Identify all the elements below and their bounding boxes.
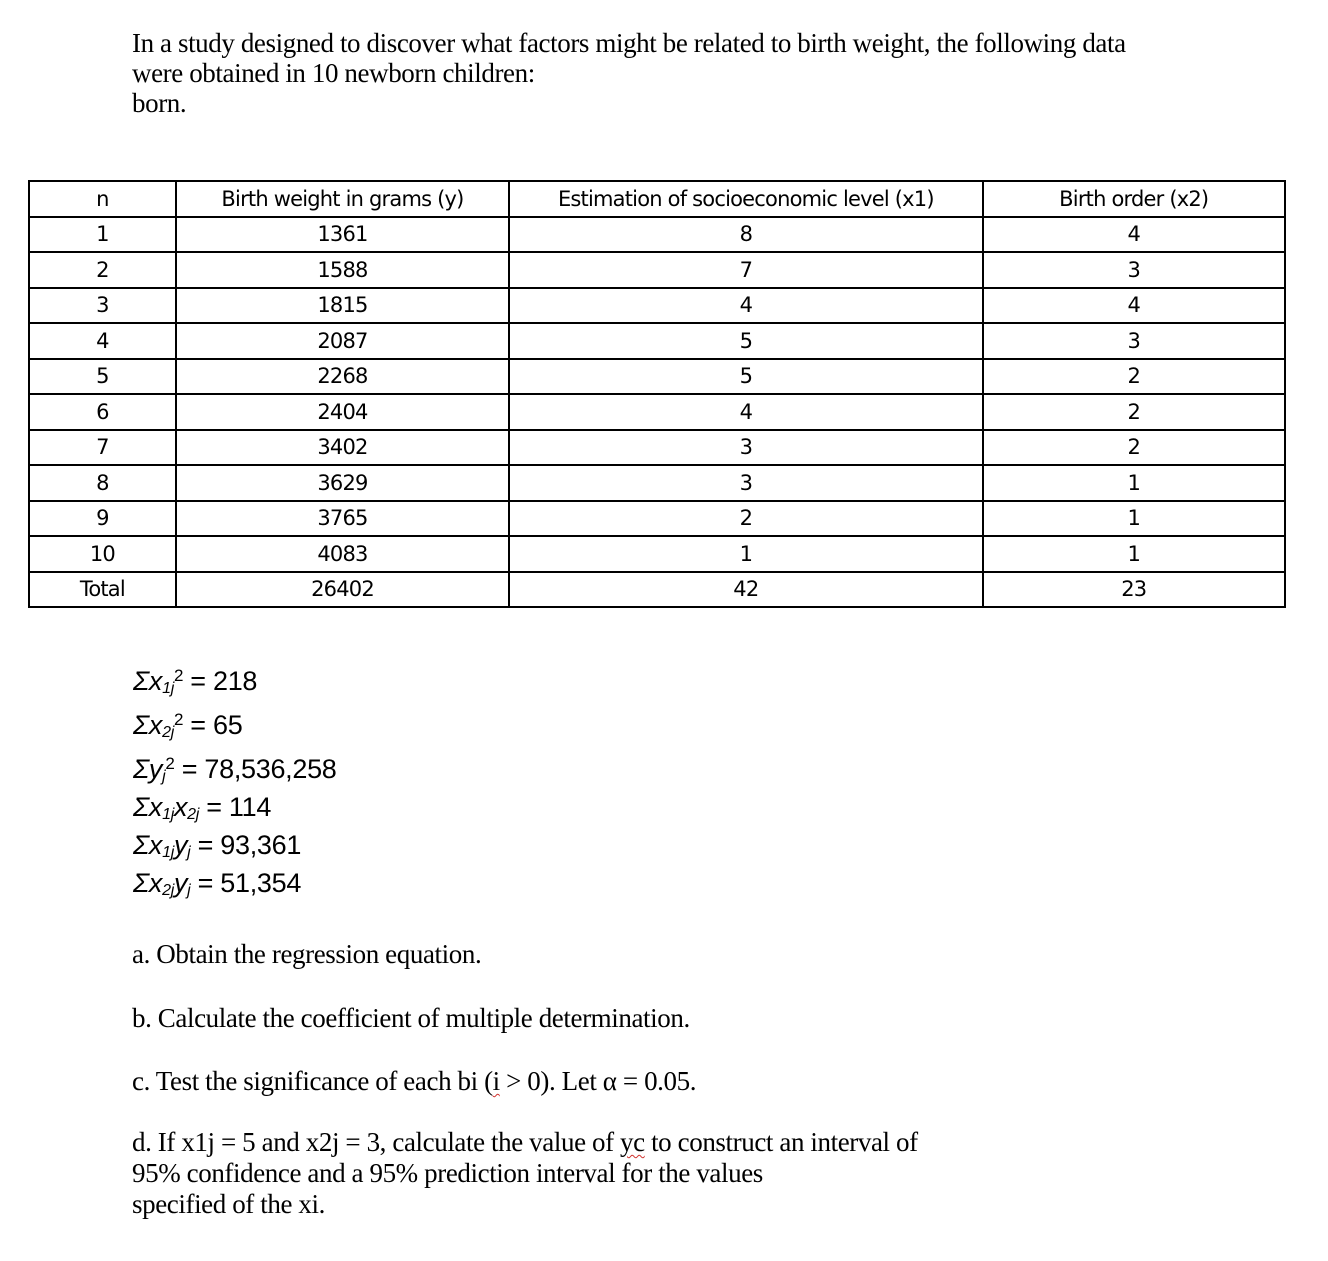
cell-y: 3402 [176,430,509,466]
cell-y: 2087 [176,323,509,359]
table-total-row [29,572,1285,608]
summary-sums [133,660,337,906]
sum-x1-y: $\Sigma x_{1j}y_j = 93,361$ [133,830,302,861]
cell-x2: 3 [983,252,1286,288]
cell-x2: 1 [983,465,1286,501]
cell-y: 1361 [176,217,509,253]
header-birth-order: Birth order (x2) [983,181,1286,217]
cell-n: 4 [29,323,176,359]
cell-n: 10 [29,536,176,572]
question-b: b. Calculate the coefficient of multiple determination. [132,1003,690,1033]
cell-x1: 4 [509,288,982,324]
cell-x2: 1 [983,501,1286,537]
total-label: Total [29,572,176,608]
spellcheck-flag: i [492,1066,500,1096]
cell-x1: 7 [509,252,982,288]
sum-x2-y: $\Sigma x_{2j}y_j = 51,354$ [133,868,302,899]
sum-x1-squared: $\Sigma x_{1j}^2 = 218$ [133,666,258,697]
intro-line-3: born. [132,88,187,118]
cell-n: 9 [29,501,176,537]
sum-value: 93,361 [220,830,302,860]
cell-x1: 2 [509,501,982,537]
table-row [29,536,1285,572]
sum-y-squared: $\Sigma y_j^2 = 78,536,258$ [133,754,337,785]
cell-x1: 3 [509,465,982,501]
question-d-text: to construct an interval of [644,1127,918,1157]
question-d-line-2: 95% confidence and a 95% prediction interval for the values [132,1158,763,1188]
cell-y: 3765 [176,501,509,537]
data-table [28,180,1286,608]
sum-value: 78,536,258 [204,754,337,784]
cell-x1: 8 [509,217,982,253]
intro-line-1: In a study designed to discover what factors might be related to birth weight, the following data [132,28,1126,58]
cell-x1: 5 [509,359,982,395]
cell-x1: 5 [509,323,982,359]
table-row [29,359,1285,395]
cell-x2: 1 [983,536,1286,572]
cell-y: 1588 [176,252,509,288]
cell-n: 1 [29,217,176,253]
table-row [29,394,1285,430]
cell-n: 2 [29,252,176,288]
cell-y: 2268 [176,359,509,395]
cell-n: 5 [29,359,176,395]
table-header-row [29,181,1285,217]
total-x1: 42 [509,572,982,608]
cell-x1: 3 [509,430,982,466]
header-birth-weight: Birth weight in grams (y) [176,181,509,217]
question-c-text: > 0). Let α = 0.05. [499,1066,697,1096]
total-x2: 23 [983,572,1286,608]
table-row [29,501,1285,537]
cell-x1: 1 [509,536,982,572]
header-socioeconomic-level: Estimation of socioeconomic level (x1) [509,181,982,217]
question-c [132,1066,696,1097]
cell-y: 4083 [176,536,509,572]
cell-n: 6 [29,394,176,430]
sum-x2-squared: $\Sigma x_{2j}^2 = 65$ [133,710,243,741]
cell-y: 3629 [176,465,509,501]
table-row [29,323,1285,359]
table-row [29,465,1285,501]
question-a: a. Obtain the regression equation. [132,939,482,969]
sum-value: 51,354 [220,868,302,898]
cell-x2: 2 [983,430,1286,466]
question-d-text: d. If x1j = 5 and x2j = 3, calculate the value of [132,1127,621,1157]
header-n: n [29,181,176,217]
sum-value: 114 [228,792,272,822]
sum-x1-x2: $\Sigma x_{1j}x_{2j} = 114$ [133,792,272,823]
cell-n: 8 [29,465,176,501]
cell-x2: 2 [983,359,1286,395]
cell-y: 1815 [176,288,509,324]
sum-value: 218 [212,666,258,696]
spellcheck-flag: yc [620,1127,645,1157]
table-row [29,252,1285,288]
total-y: 26402 [176,572,509,608]
cell-x2: 3 [983,323,1286,359]
intro-paragraph [132,28,1212,118]
cell-n: 7 [29,430,176,466]
intro-line-2: were obtained in 10 newborn children: [132,58,535,88]
question-d [132,1127,918,1220]
table-row [29,430,1285,466]
table-row [29,217,1285,253]
table-row [29,288,1285,324]
cell-x2: 2 [983,394,1286,430]
cell-x2: 4 [983,288,1286,324]
cell-x2: 4 [983,217,1286,253]
cell-x1: 4 [509,394,982,430]
question-d-line-3: specified of the xi. [132,1189,325,1219]
question-c-text: c. Test the significance of each bi ( [132,1066,493,1096]
cell-n: 3 [29,288,176,324]
question-d-line-1 [132,1127,918,1158]
sum-value: 65 [212,710,243,740]
cell-y: 2404 [176,394,509,430]
